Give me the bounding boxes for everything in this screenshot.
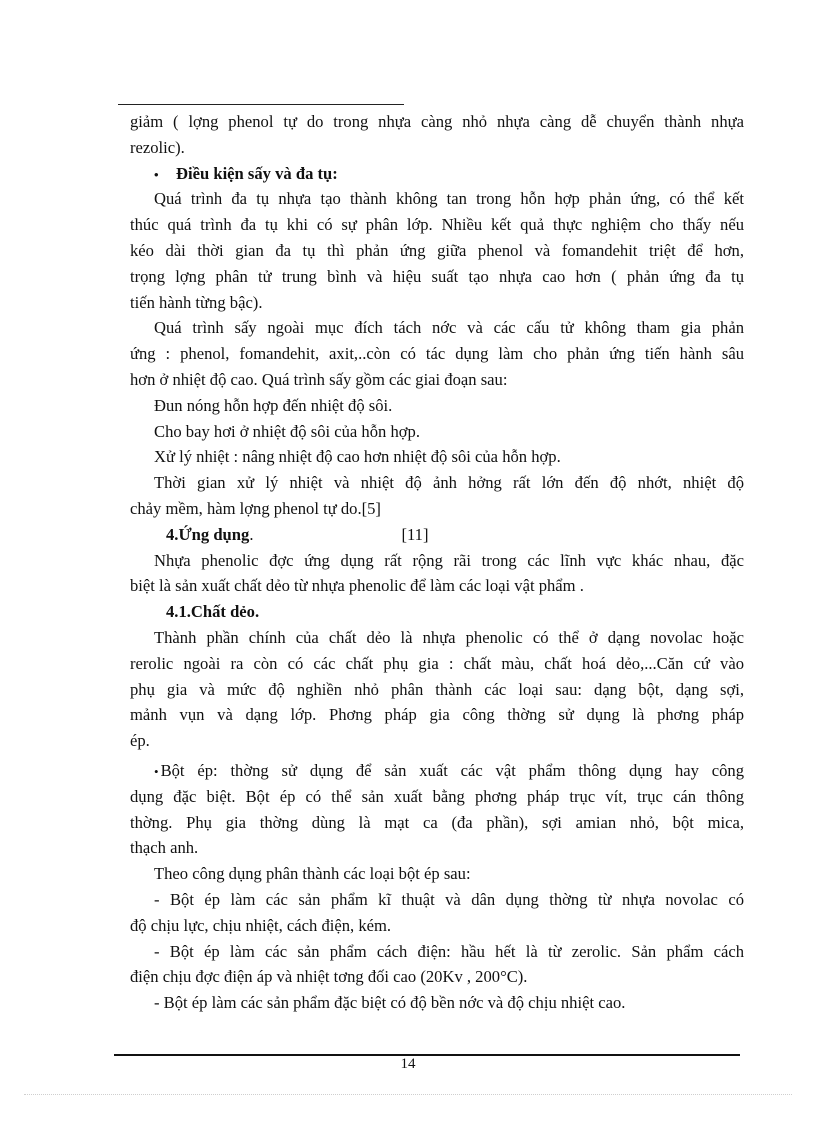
paragraph-line: độ chịu lực, chịu nhiệt, cách điện, kém. bbox=[130, 915, 392, 935]
paragraph-line: Xử lý nhiệt : nâng nhiệt độ cao hơn nhiệt độ sôi của hỗn hợp. bbox=[154, 447, 561, 467]
paragraph-line: Đun nóng hỗn hợp đến nhiệt độ sôi. bbox=[154, 395, 393, 415]
heading-text: Điều kiện sấy và đa tụ: bbox=[176, 163, 338, 183]
header-rule bbox=[118, 104, 404, 105]
bullet-icon: • bbox=[154, 763, 159, 779]
paragraph-line: dụng đặc biệt. Bột ép có thể sản xuất bằng phơng pháp trục vít, trục cán thông bbox=[130, 786, 744, 806]
paragraph-line: Quá trình đa tụ nhựa tạo thành không tan trong hỗn hợp phản ứng, có thể kết bbox=[154, 189, 744, 209]
paragraph-line: - Bột ép làm các sản phẩm cách điện: hầu hết là từ zerolic. Sản phẩm cách bbox=[154, 941, 744, 961]
paragraph-line: ứng : phenol, fomandehit, axit,..còn có tác dụng làm cho phản ứng tiến hành sâu bbox=[130, 344, 744, 364]
paragraph-line: - Bột ép làm các sản phẩm đặc biệt có độ bền nớc và độ chịu nhiệt cao. bbox=[154, 993, 626, 1013]
bullet-text: Bột ép: thờng sử dụng để sản xuất các vật phẩm thông dụng hay công bbox=[160, 760, 744, 780]
paragraph-line: Quá trình sấy ngoài mục đích tách nớc và các cấu tử không tham gia phản bbox=[154, 318, 744, 338]
paragraph-line: - Bột ép làm các sản phẩm kĩ thuật và dân dụng thờng từ nhựa novolac có bbox=[154, 889, 744, 909]
document-body bbox=[130, 109, 744, 1016]
paragraph-line: Nhựa phenolic đợc ứng dụng rất rộng rãi trong các lĩnh vực khác nhau, đặc bbox=[154, 550, 744, 570]
section-heading-drying bbox=[130, 161, 744, 187]
paragraph-line: phụ gia và mức độ nghiền nhỏ phân thành các loại sau: dạng bột, dạng sợi, bbox=[130, 679, 744, 699]
heading-text: 4.Ứng dụng bbox=[166, 524, 250, 544]
paragraph-line: thúc quá trình đa tụ khi có sự phân lớp. Nhiều kết quả thực nghiệm cho thấy nếu bbox=[130, 215, 744, 235]
paragraph-line bbox=[130, 758, 744, 784]
paragraph-line: kéo dài thời gian đa tụ thì phản ứng giữa phenol và fomandehit triệt để hơn, bbox=[130, 240, 744, 260]
paragraph-line: Cho bay hơi ở nhiệt độ sôi của hỗn hợp. bbox=[154, 421, 420, 441]
paragraph-line: thờng. Phụ gia thờng dùng là mạt ca (đa phần), sợi amian nhỏ, bột mica, bbox=[130, 812, 744, 832]
paragraph-line: chảy mềm, hàm lợng phenol tự do.[5] bbox=[130, 498, 381, 518]
paragraph-line: tiến hành từng bậc). bbox=[130, 292, 263, 312]
paragraph-line: thạch anh. bbox=[130, 838, 199, 858]
section-heading-applications bbox=[130, 522, 744, 548]
paragraph-line: Thành phần chính của chất dẻo là nhựa phenolic có thể ở dạng novolac hoặc bbox=[154, 627, 744, 647]
paragraph-line: rezolic). bbox=[130, 137, 185, 157]
bullet-icon: • bbox=[154, 166, 159, 182]
paragraph-line: trọng lợng phân tử trung bình và hiệu suất tạo nhựa cao hơn ( phản ứng đa tụ bbox=[130, 266, 744, 286]
paragraph-line: ép. bbox=[130, 731, 150, 751]
subsection-heading-plastics: 4.1.Chất dẻo. bbox=[166, 602, 260, 622]
page-edge-divider bbox=[24, 1094, 792, 1095]
page-number: 14 bbox=[400, 1056, 416, 1072]
paragraph-line: biệt là sản xuất chất dẻo từ nhựa phenolic để làm các loại vật phẩm . bbox=[130, 576, 584, 596]
paragraph-line: Theo công dụng phân thành các loại bột ép sau: bbox=[154, 864, 471, 884]
heading-dot: . bbox=[249, 524, 254, 544]
paragraph-line: mảnh vụn và dạng lớp. Phơng pháp gia công thờng sử dụng là phơng pháp bbox=[130, 705, 744, 725]
reference: [11] bbox=[401, 524, 429, 544]
paragraph-line: hơn ở nhiệt độ cao. Quá trình sấy gồm các giai đoạn sau: bbox=[130, 369, 508, 389]
paragraph-line: rerolic ngoài ra còn có các chất phụ gia : chất màu, chất hoá dẻo,...Căn cứ vào bbox=[130, 653, 744, 673]
paragraph-line: điện chịu đợc điện áp và nhiệt tơng đối cao (20Kv , 200°C). bbox=[130, 967, 528, 987]
paragraph-line: Thời gian xử lý nhiệt và nhiệt độ ảnh hởng rất lớn đến độ nhớt, nhiệt độ bbox=[154, 473, 744, 493]
paragraph-line: giảm ( lợng phenol tự do trong nhựa càng nhỏ nhựa càng dễ chuyển thành nhựa bbox=[130, 112, 744, 131]
